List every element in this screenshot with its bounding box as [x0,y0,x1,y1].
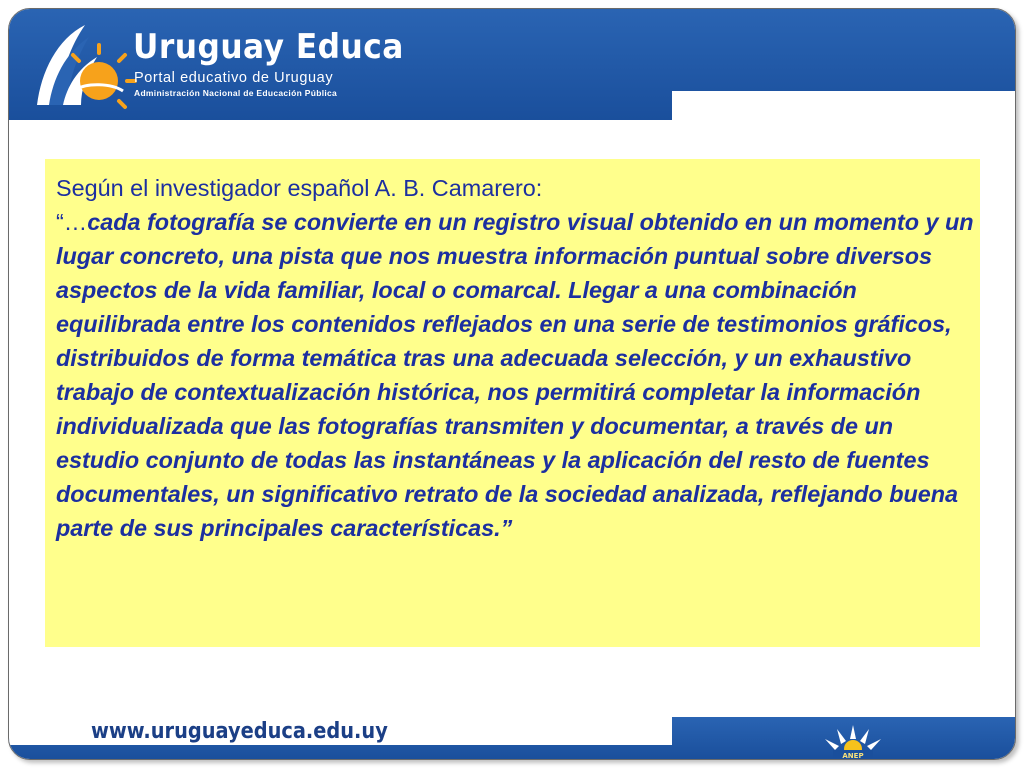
quote-text [56,171,976,545]
quote-body: cada fotografía se convierte en un registro visual obtenido en un momento y un lugar concreto, una pista que nos muestra información puntual sobre diversos aspectos de la vida familiar, local o comarcal. Llegar a una combinación equilibrada entre los contenidos reflejados en una serie de testimonios gráficos, distribuidos de forma temática tras una adecuada selección, y un exhaustivo trabajo de contextualización histórica, nos permitirá completar la información individualizada que las fotografías transmiten y documentar, a través de un estudio conjunto de todas las instantáneas y la aplicación del resto de fuentes documentales, un significativo retrato de la sociedad analizada, reflejando buena parte de sus principales características.” [56,209,974,541]
header-white-tab [672,91,1015,120]
quote-box [45,159,980,647]
brand-agency: Administración Nacional de Educación Pública [134,88,338,98]
footer-url: www.uruguayeduca.edu.uy [91,719,388,744]
brand-title: Uruguay Educa [133,27,404,67]
anep-seal-text: ANEP [842,752,864,759]
quote-intro: Según el investigador español A. B. Camarero: [56,175,543,201]
anep-sun-seal-icon [813,717,893,759]
sun-logo-icon [27,17,139,113]
quote-open-mark: “… [56,209,88,235]
slide [8,8,1016,760]
brand-subtitle: Portal educativo de Uruguay [134,70,334,86]
